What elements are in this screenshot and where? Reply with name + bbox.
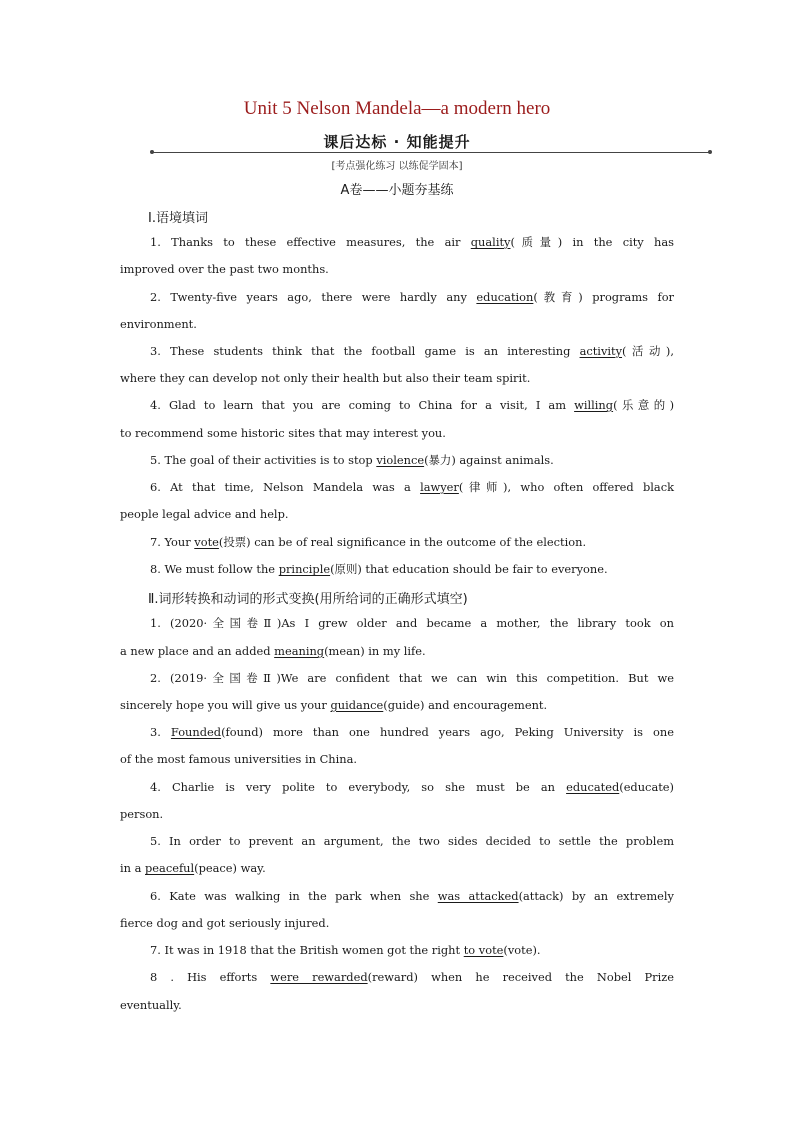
line-text: (attack) by an extremely: [518, 889, 674, 903]
answer-blank: was attacked: [437, 889, 519, 903]
line-text: environment.: [120, 317, 197, 331]
section1-heading: Ⅰ.语境填词: [148, 211, 208, 226]
line-text: (mean) in my life.: [324, 644, 426, 658]
answer-blank: meaning: [274, 644, 325, 658]
exercise-line: [150, 834, 674, 848]
exercise-line: [150, 453, 674, 467]
tagline: [考点强化练习 以练促学固本]: [331, 161, 463, 172]
answer-blank: willing: [574, 398, 614, 412]
exercise-line: [120, 262, 674, 276]
exercise-line: [120, 507, 674, 521]
line-text: a new place and an added: [120, 644, 275, 658]
line-text: (质量) in the city has: [510, 235, 674, 249]
answer-blank: quality: [470, 235, 511, 249]
line-text: (投票) can be of real significance in the outcome of the election.: [218, 535, 587, 549]
answer-blank: activity: [579, 344, 623, 358]
exercise-line: [150, 344, 674, 358]
line-text: 4. Charlie is very polite to everybody, so she must be an: [150, 780, 567, 794]
line-text: (活动),: [622, 344, 674, 358]
line-text: 6. Kate was walking in the park when she: [150, 889, 438, 903]
line-text: (found) more than one hundred years ago, Peking University is one: [221, 725, 674, 739]
answer-blank: Founded: [170, 725, 222, 739]
line-text: 3.: [150, 725, 171, 739]
line-text: person.: [120, 807, 164, 821]
line-text: 1. (2020·全国卷Ⅱ)As I grew older and became a mother, the library took on: [150, 616, 674, 630]
exercise-line: [120, 998, 674, 1012]
exercise-line: [150, 943, 674, 957]
line-text: of the most famous universities in China.: [120, 752, 358, 766]
line-text: 5. In order to prevent an argument, the two sides decided to settle the problem: [150, 834, 674, 848]
line-text: (律师), who often offered black: [458, 480, 674, 494]
exercise-line: [150, 889, 674, 903]
line-text: 2. Twenty-five years ago, there were hardly any: [150, 290, 477, 304]
line-text: (educate): [619, 780, 674, 794]
line-text: (reward) when he received the Nobel Prize: [367, 970, 674, 984]
line-text: 3. These students think that the football game is an interesting: [150, 344, 580, 358]
line-text: sincerely hope you will give us your: [120, 698, 331, 712]
answer-blank: peaceful: [145, 861, 195, 875]
line-text: eventually.: [120, 998, 182, 1012]
line-text: (乐意的): [613, 398, 675, 412]
line-text: improved over the past two months.: [120, 262, 329, 276]
line-text: 5. The goal of their activities is to stop: [150, 453, 377, 467]
exercise-line: [120, 752, 674, 766]
answer-blank: educated: [566, 780, 620, 794]
exercise-line: [150, 398, 674, 412]
answer-blank: principle: [278, 562, 331, 576]
line-text: 6. At that time, Nelson Mandela was a: [150, 480, 421, 494]
answer-blank: lawyer: [420, 480, 459, 494]
line-text: (vote).: [503, 943, 541, 957]
exercise-line: [120, 916, 674, 930]
line-text: (暴力) against animals.: [424, 453, 554, 467]
exercise-line: [150, 725, 674, 739]
exercise-line: [120, 426, 674, 440]
unit-title: Unit 5 Nelson Mandela—a modern hero: [243, 98, 551, 119]
section-subtitle: 课后达标 · 知能提升: [323, 133, 471, 151]
exercise-line: [150, 235, 674, 249]
line-text: (教育) programs for: [533, 290, 674, 304]
exercise-line: [120, 317, 674, 331]
answer-blank: violence: [376, 453, 425, 467]
line-text: (原则) that education should be fair to everyone.: [330, 562, 608, 576]
part-heading: A卷——小题夯基练: [340, 183, 454, 198]
section2-heading: Ⅱ.词形转换和动词的形式变换(用所给词的正确形式填空): [148, 592, 468, 607]
line-text: 7. It was in 1918 that the British women got the right: [150, 943, 464, 957]
exercise-line: [150, 562, 674, 576]
exercise-line: [150, 671, 674, 685]
answer-blank: education: [476, 290, 534, 304]
exercise-line: [120, 644, 674, 658]
line-text: to recommend some historic sites that may interest you.: [120, 426, 446, 440]
line-text: where they can develop not only their health but also their team spirit.: [120, 371, 531, 385]
exercise-line: [120, 807, 674, 821]
exercise-line: [150, 290, 674, 304]
line-text: 7. Your: [150, 535, 195, 549]
answer-blank: guidance: [330, 698, 384, 712]
line-text: 8. We must follow the: [150, 562, 279, 576]
exercise-line: [150, 970, 674, 984]
exercise-line: [120, 861, 674, 875]
exercise-line: [150, 480, 674, 494]
divider-rule: [152, 152, 710, 153]
answer-blank: vote: [194, 535, 219, 549]
line-text: (guide) and encouragement.: [383, 698, 548, 712]
line-text: 1. Thanks to these effective measures, the air: [150, 235, 471, 249]
line-text: 4. Glad to learn that you are coming to China for a visit, I am: [150, 398, 575, 412]
exercise-line: [120, 698, 674, 712]
answer-blank: to vote: [463, 943, 504, 957]
line-text: (peace) way.: [194, 861, 266, 875]
rule-dot-right: [708, 150, 712, 154]
line-text: 2. (2019·全国卷Ⅱ)We are confident that we can win this competition. But we: [150, 671, 674, 685]
exercise-line: [150, 780, 674, 794]
line-text: in a: [120, 861, 146, 875]
line-text: people legal advice and help.: [120, 507, 289, 521]
line-text: fierce dog and got seriously injured.: [120, 916, 330, 930]
answer-blank: were rewarded: [270, 970, 368, 984]
exercise-line: [120, 371, 674, 385]
exercise-line: [150, 616, 674, 630]
line-text: 8 . His efforts: [150, 970, 271, 984]
exercise-line: [150, 535, 674, 549]
